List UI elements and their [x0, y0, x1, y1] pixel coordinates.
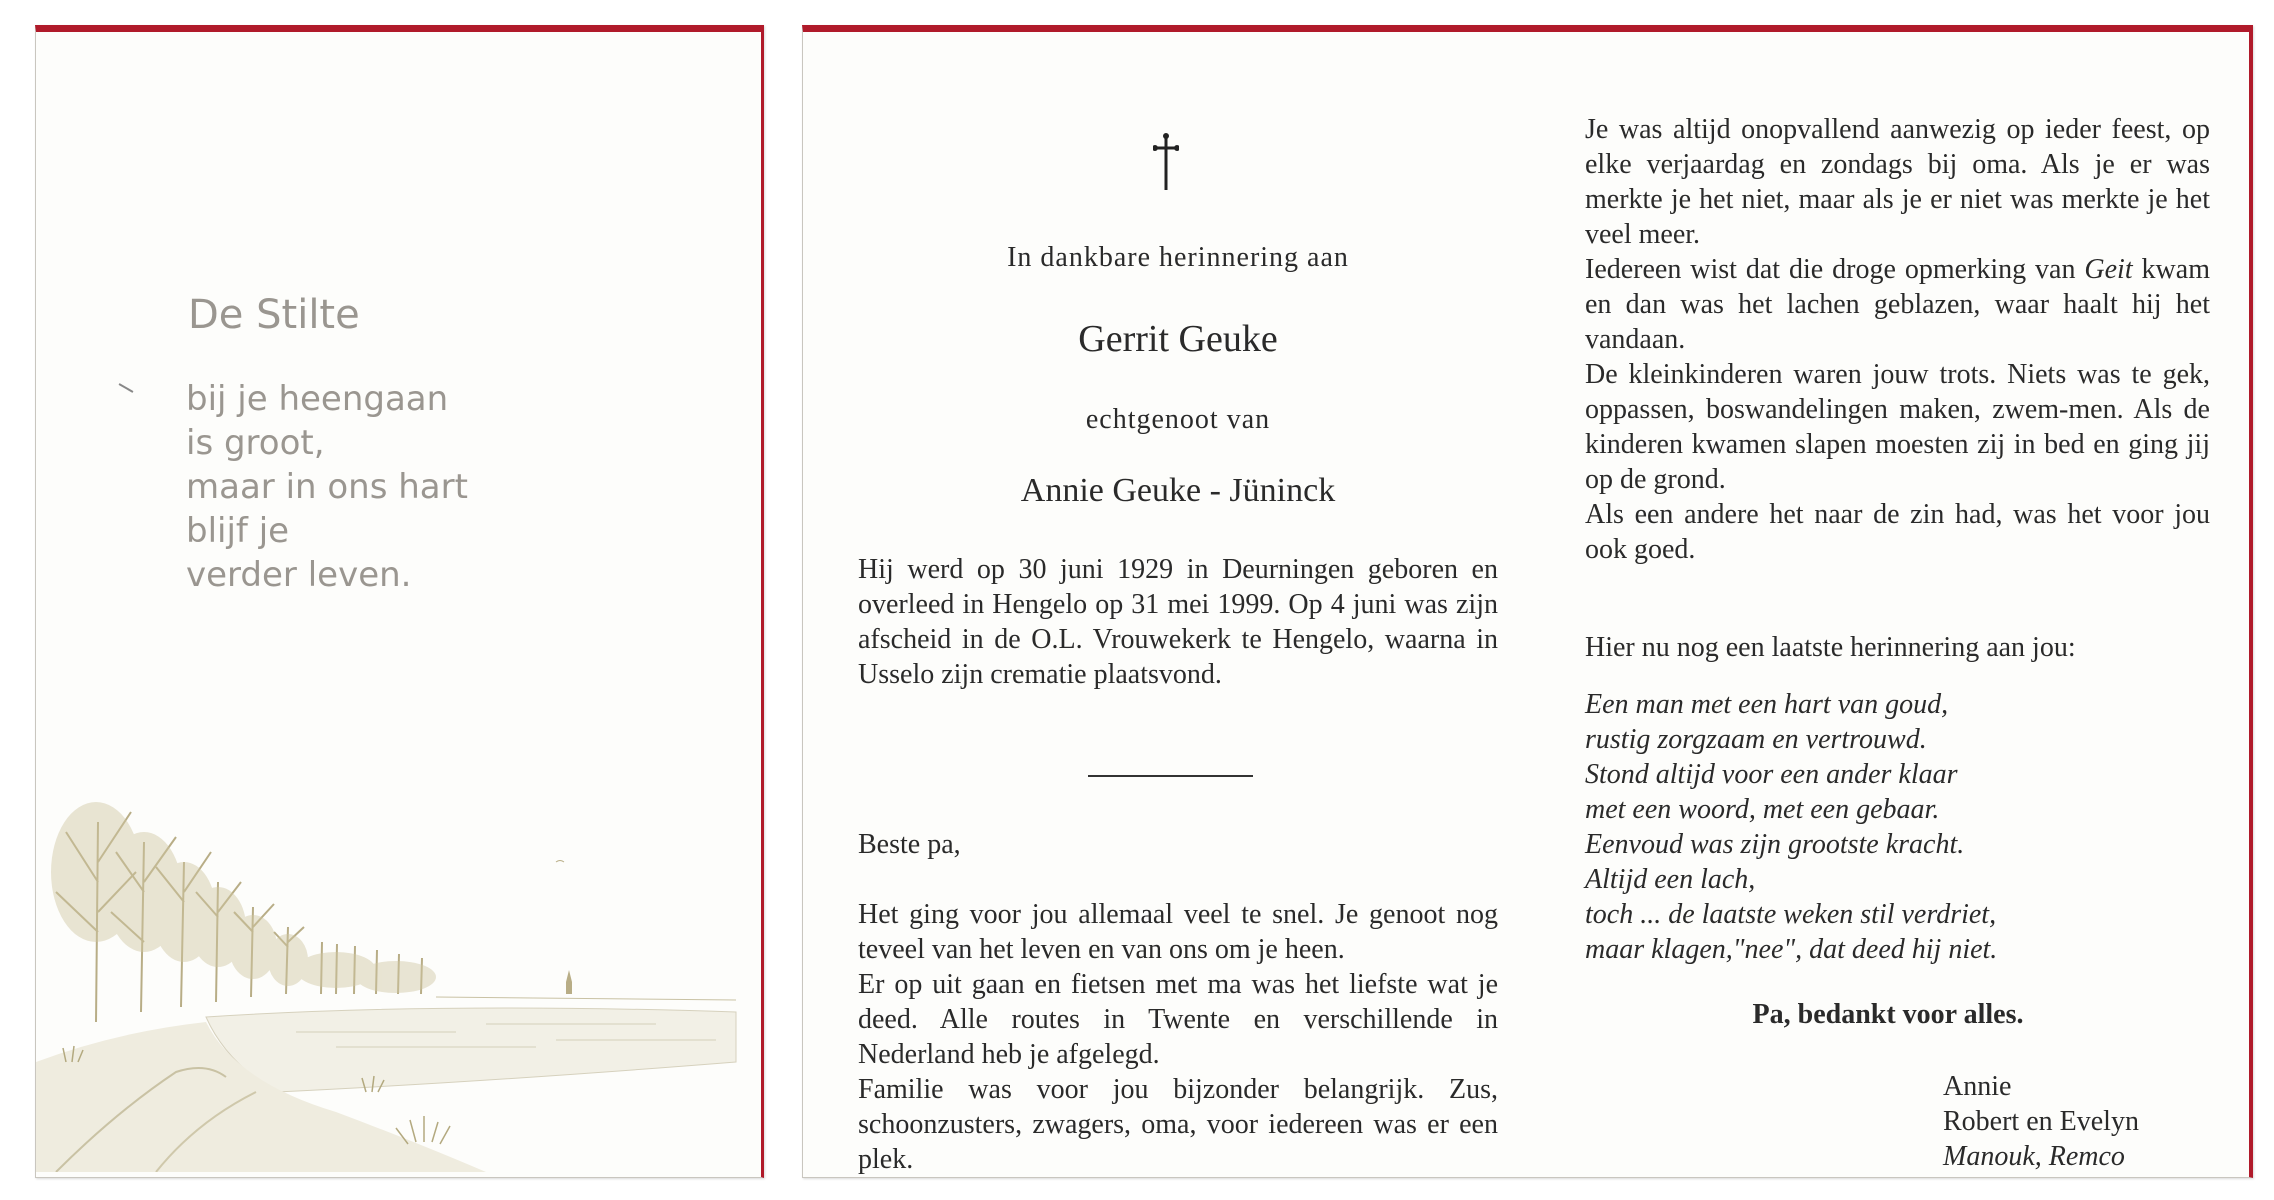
- memory-line: In dankbare herinnering aan: [1007, 242, 1349, 273]
- poem-line: verder leven.: [186, 555, 412, 595]
- memorial-card: [802, 25, 2253, 1178]
- signature: Manouk, Remco: [1943, 1141, 2125, 1172]
- letter-continued: [1585, 112, 2210, 567]
- verse-line: maar klagen,"nee", dat deed hij niet.: [1585, 934, 1998, 965]
- letter-paragraph: Het ging voor jou allemaal veel te snel. Je genoot nog teveel van het leven en van ons om je heen.: [858, 899, 1498, 965]
- signature: Robert en Evelyn: [1943, 1106, 2139, 1137]
- geit-post: kwam en dan was het lachen geblazen, waar haalt hij het vandaan.: [1585, 254, 2210, 355]
- verse: [1585, 687, 1997, 967]
- poem-card: [35, 25, 764, 1178]
- verse-line: Een man met een hart van goud,: [1585, 689, 1949, 720]
- letter-paragraph: Je was altijd onopvallend aanwezig op ieder feest, op elke verjaardag en zondags bij oma. Als je er was merkte je het niet, maar als je er niet was merkte je het veel meer.: [1585, 114, 2210, 250]
- verse-line: rustig zorgzaam en vertrouwd.: [1585, 724, 1927, 755]
- spouse-name: Annie Geuke - Jüninck: [1020, 472, 1336, 509]
- greeting: Beste pa,: [858, 829, 961, 860]
- verse-line: Altijd een lach,: [1585, 864, 1756, 895]
- divider: [1088, 775, 1253, 777]
- landscape-illustration: [36, 732, 761, 1172]
- poem-body: [186, 377, 468, 597]
- signature: Annie: [1943, 1071, 2012, 1102]
- letter-paragraph: Familie was voor jou bijzonder belangrijk. Zus, schoonzusters, zwagers, oma, voor iedereen was er een plek.: [858, 1074, 1498, 1175]
- letter-text: [858, 897, 1498, 1177]
- poem-line: blijf je: [186, 511, 290, 551]
- grandchildren-paragraph: De kleinkinderen waren jouw trots. Niets was te gek, oppassen, boswandelingen maken, zwem-men. Als de kinderen kwamen slapen moesten zij in bed en ging jij op de grond.: [1585, 359, 2210, 495]
- verse-line: toch ... de laatste weken stil verdriet,: [1585, 899, 1997, 930]
- verse-intro: Hier nu nog een laatste herinnering aan jou:: [1585, 632, 2076, 663]
- nickname: Geit: [2084, 254, 2133, 285]
- deceased-name: Gerrit Geuke: [1078, 318, 1278, 360]
- spouse-label: echtgenoot van: [1085, 404, 1271, 435]
- signatures: [1943, 1069, 2139, 1174]
- poem-title: De Stilte: [188, 292, 360, 338]
- letter-paragraph: Er op uit gaan en fietsen met ma was het liefste wat je deed. Alle routes in Twente en verschillende in Nederland heb je afgelegd.: [858, 969, 1498, 1070]
- cross-icon: [1153, 132, 1179, 192]
- poem-line: is groot,: [186, 423, 325, 463]
- poem-line: bij je heengaan: [186, 379, 449, 419]
- geit-pre: Iedereen wist dat die droge opmerking van: [1585, 254, 2085, 285]
- verse-line: Stond altijd voor een ander klaar: [1585, 759, 1958, 790]
- ink-mark: [119, 383, 134, 393]
- biography: Hij werd op 30 juni 1929 in Deurningen geboren en overleed in Hengelo op 31 mei 1999. Op 4 juni was zijn afscheid in de O.L. Vrouwekerk te Hengelo, waarna in Usselo zijn crematie plaatsvond.: [858, 554, 1498, 690]
- other-paragraph: Als een andere het naar de zin had, was het voor jou ook goed.: [1585, 499, 2210, 565]
- poem-line: maar in ons hart: [186, 467, 468, 507]
- geit-paragraph: [1585, 252, 2210, 357]
- thanks-line: Pa, bedankt voor alles.: [1752, 999, 2024, 1030]
- verse-line: Eenvoud was zijn grootste kracht.: [1585, 829, 1965, 860]
- verse-line: met een woord, met een gebaar.: [1585, 794, 1940, 825]
